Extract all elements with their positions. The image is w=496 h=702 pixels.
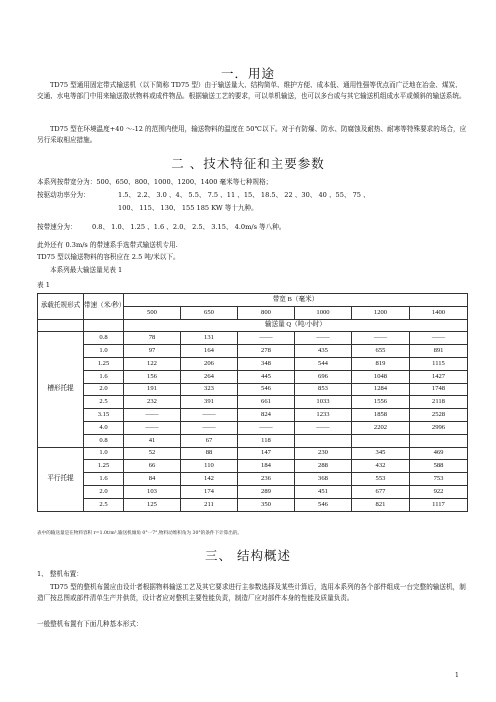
idler-type-cell: 平行托辊	[38, 447, 84, 511]
capacity-cell: 1858	[352, 409, 410, 422]
table-row	[38, 434, 468, 447]
speed-cell: 1.25	[84, 357, 124, 370]
capacity-cell: ——	[410, 332, 468, 345]
capacity-cell: 122	[124, 357, 181, 370]
capacity-cell: 1048	[352, 370, 410, 383]
table-row	[38, 357, 468, 370]
section-1-paragraph-2-text: TD75 型在环境温度+40 ～-12 的范围内使用，输送物料的温度在 50℃以下。对于有防爆、防水、防腐蚀及耐热、耐寒等特殊要求的场合，应另行采取相应措施。	[37, 125, 467, 144]
capacity-cell: 236	[238, 473, 295, 486]
capacity-cell	[410, 434, 468, 447]
capacity-cell: ——	[352, 332, 410, 345]
section-2-title: 二 、技术特征和主要参数	[171, 156, 325, 171]
capacity-cell: ——	[124, 409, 181, 422]
special-speed-note: 此外还有 0.3m/s 的带速系手选带式输送机专用.	[37, 241, 178, 249]
page-number: 1	[455, 672, 459, 679]
capacity-cell: 2528	[410, 409, 468, 422]
capacity-cell: 469	[410, 447, 468, 460]
capacity-cell: 435	[295, 345, 352, 358]
header-belt-speed: 带速（米/秒）	[84, 294, 124, 320]
capacity-cell: 753	[410, 473, 468, 486]
capacity-cell: 156	[124, 370, 181, 383]
table-row	[38, 409, 468, 422]
table-caption: 表 1	[37, 281, 50, 289]
capacity-cell: 110	[181, 460, 238, 473]
capacity-cell: 1556	[352, 396, 410, 409]
header-idler-type: 承载托规形式	[38, 294, 84, 320]
capacity-cell: ——	[181, 409, 238, 422]
capacity-cell: 661	[238, 396, 295, 409]
material-density-note: TD75 型以输送物料的容积应在 2.5 吨/米以下。	[37, 253, 180, 261]
capacity-cell: 350	[238, 498, 295, 511]
belt-speed-label: 按带速分为：	[37, 223, 77, 231]
table-row	[38, 485, 468, 498]
speed-cell: 1.0	[84, 447, 124, 460]
capacity-cell: 368	[295, 473, 352, 486]
speed-cell: 1.0	[84, 345, 124, 358]
capacity-cell: 103	[124, 485, 181, 498]
table-capacity-header-row	[38, 319, 468, 332]
header-capacity: 输送量 Q（吨/小时）	[124, 319, 468, 332]
capacity-cell: 288	[295, 460, 352, 473]
capacity-cell: 264	[181, 370, 238, 383]
capacity-cell: 345	[352, 447, 410, 460]
speed-cell: 1.6	[84, 370, 124, 383]
width-650: 650	[181, 306, 238, 319]
capacity-cell: 891	[410, 345, 468, 358]
drive-power-values-2: 100、 115、 130、 155 185 KW 等十九种。	[118, 204, 258, 212]
capacity-cell: 78	[124, 332, 181, 345]
capacity-cell: 125	[124, 498, 181, 511]
capacity-cell: 1748	[410, 383, 468, 396]
section-3-paragraph-2: 一般整机布置有下面几种基本形式：	[37, 620, 143, 628]
speed-cell: 2.5	[84, 396, 124, 409]
capacity-cell: 174	[181, 485, 238, 498]
capacity-cell: 206	[181, 357, 238, 370]
table-row	[38, 460, 468, 473]
speed-cell: 1.25	[84, 460, 124, 473]
section-1-paragraph-1-text: TD75 型通用固定带式输送机（以下简称 TD75 型）由于输送量大、结构简单、维护方便、成本低、通用性强等优点而广泛地在冶金、煤炭、交通、水电等部门中用来输送散状物料或成件物品。根据输送工艺的要求，可以单机输送，也可以多台或与其它输送机组成水平或倾斜的输送系统。	[37, 81, 466, 100]
capacity-cell	[352, 434, 410, 447]
capacity-cell: 2118	[410, 396, 468, 409]
width-1000: 1000	[295, 306, 352, 319]
section-3-paragraph-1	[37, 582, 467, 603]
capacity-cell: 1284	[352, 383, 410, 396]
capacity-cell: 2996	[410, 421, 468, 434]
speed-cell: 0.8	[84, 434, 124, 447]
section-3-title: 三、 结构概述	[205, 548, 291, 563]
width-1400: 1400	[410, 306, 468, 319]
table-row	[38, 332, 468, 345]
speed-cell: 2.5	[84, 498, 124, 511]
capacity-cell: 289	[238, 485, 295, 498]
width-800: 800	[238, 306, 295, 319]
width-1200: 1200	[352, 306, 410, 319]
speed-cell: 3.15	[84, 409, 124, 422]
capacity-cell: ——	[295, 421, 352, 434]
section-3-subheading-1: 1、 整机布置：	[37, 570, 83, 578]
capacity-cell: 655	[352, 345, 410, 358]
capacity-cell: 391	[181, 396, 238, 409]
capacity-cell: 1233	[295, 409, 352, 422]
capacity-cell: 1115	[410, 357, 468, 370]
table-row	[38, 498, 468, 511]
speed-cell: 2.0	[84, 485, 124, 498]
capacity-cell: 184	[238, 460, 295, 473]
speed-cell: 0.8	[84, 332, 124, 345]
capacity-cell: 821	[352, 498, 410, 511]
table-row	[38, 396, 468, 409]
capacity-cell: 546	[295, 498, 352, 511]
capacity-cell: 853	[295, 383, 352, 396]
table-intro: 本系列最大输送量见表 1	[50, 266, 123, 274]
capacity-cell: 2202	[352, 421, 410, 434]
section-1-title: 一．用途	[220, 66, 275, 81]
capacity-cell: ——	[238, 421, 295, 434]
capacity-cell: 118	[238, 434, 295, 447]
capacity-cell: ——	[181, 421, 238, 434]
capacity-cell: 52	[124, 447, 181, 460]
capacity-cell	[295, 434, 352, 447]
section-1-paragraph-2	[37, 124, 467, 145]
trough-idler-group	[38, 332, 468, 447]
table-row	[38, 421, 468, 434]
capacity-table	[37, 293, 468, 512]
capacity-cell: 211	[181, 498, 238, 511]
capacity-cell: 677	[352, 485, 410, 498]
capacity-cell: 588	[410, 460, 468, 473]
capacity-cell: 922	[410, 485, 468, 498]
drive-power-label: 按驱动功率分为：	[37, 191, 90, 199]
capacity-cell: ——	[124, 421, 181, 434]
table-row	[38, 345, 468, 358]
capacity-cell: 41	[124, 434, 181, 447]
capacity-cell: 432	[352, 460, 410, 473]
flat-idler-group	[38, 447, 468, 511]
idler-type-cell: 槽形托辊	[38, 332, 84, 447]
capacity-cell: 1117	[410, 498, 468, 511]
belt-speed-values: 0.8、 1.0、 1.25 、1.6 、2.0、 2.5、 3.15、 4.0m/s 等八种。	[92, 223, 286, 231]
capacity-cell: 1033	[295, 396, 352, 409]
width-500: 500	[124, 306, 181, 319]
capacity-cell: 66	[124, 460, 181, 473]
capacity-cell: 142	[181, 473, 238, 486]
capacity-cell: 230	[295, 447, 352, 460]
table-header-row	[38, 294, 468, 307]
table-row	[38, 447, 468, 460]
section-1-paragraph-1	[37, 80, 467, 101]
table-footnote: 表中的输送量是在物料容积 r=1.0t/m³,输送机倾角 0°一7°,物料动堆积角为 30°的条件下计算出的。	[37, 531, 243, 536]
capacity-cell: 696	[295, 370, 352, 383]
capacity-cell: 348	[238, 357, 295, 370]
capacity-cell: 819	[352, 357, 410, 370]
capacity-cell: 147	[238, 447, 295, 460]
capacity-cell: ——	[295, 332, 352, 345]
table-row	[38, 370, 468, 383]
capacity-cell: 84	[124, 473, 181, 486]
header-belt-width: 带宽 B（毫米）	[124, 294, 468, 307]
capacity-cell: 546	[238, 383, 295, 396]
capacity-cell: 278	[238, 345, 295, 358]
speed-cell: 2.0	[84, 383, 124, 396]
capacity-cell: 232	[124, 396, 181, 409]
table-row	[38, 473, 468, 486]
capacity-cell: 67	[181, 434, 238, 447]
capacity-cell: 191	[124, 383, 181, 396]
table-row	[38, 383, 468, 396]
capacity-cell: ——	[238, 332, 295, 345]
capacity-cell: 131	[181, 332, 238, 345]
capacity-cell: 553	[352, 473, 410, 486]
capacity-cell: 323	[181, 383, 238, 396]
capacity-cell: 824	[238, 409, 295, 422]
capacity-cell: 451	[295, 485, 352, 498]
capacity-cell: 1427	[410, 370, 468, 383]
belt-width-list: 本系列按带宽分为：500、650、800、1000、1200、1400 毫米等七种规格；	[37, 178, 273, 186]
speed-cell: 4.0	[84, 421, 124, 434]
capacity-cell: 544	[295, 357, 352, 370]
capacity-cell: 445	[238, 370, 295, 383]
capacity-cell: 97	[124, 345, 181, 358]
drive-power-values-1: 1.5、 2.2、 3.0 、4、 5.5、 7.5 、11 、15、 18.5、 22 、30、 40 、55、 75 、	[118, 191, 370, 199]
speed-cell: 1.6	[84, 473, 124, 486]
section-3-paragraph-1-text: TD75 型的整机布置应由设计者根据物料输送工艺及其它要求进行主参数选择及某些计算后，选用本系列的各个部件组成一台完整的输送机，制造厂按总图或部件清单生产并供货，设计者应对整机主要性能负责，制造厂应对部件本身的性能及质量负责。	[37, 583, 466, 602]
capacity-cell: 164	[181, 345, 238, 358]
capacity-cell: 88	[181, 447, 238, 460]
